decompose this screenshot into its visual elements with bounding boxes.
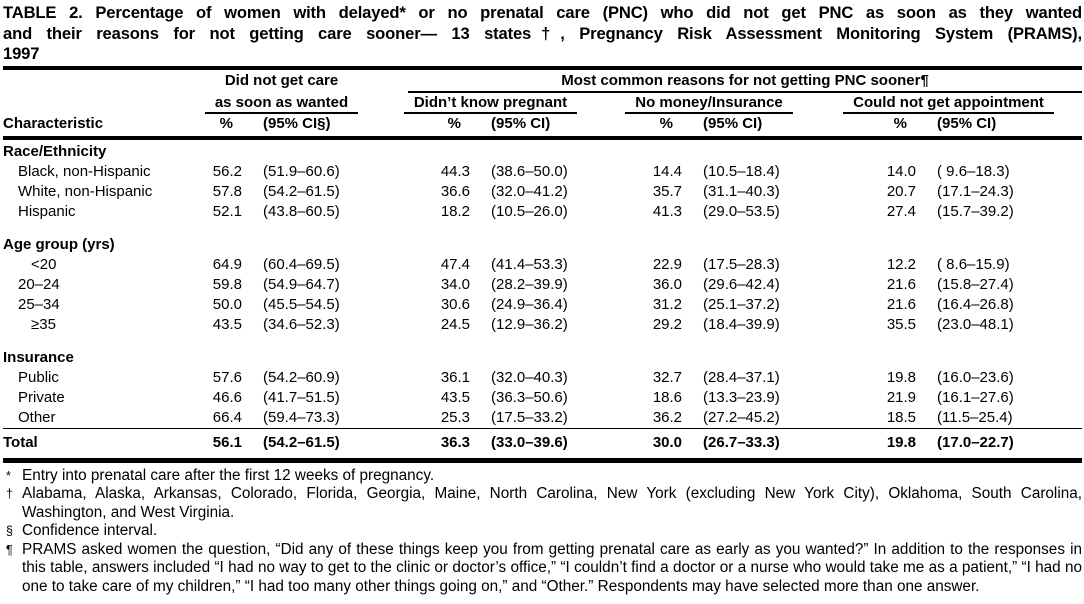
row-label: ≥35 [31,315,56,333]
value-cell: (45.5–54.5) [263,295,340,313]
value-cell: (27.2–45.2) [703,408,780,426]
col-header-percent-1: % [185,114,245,138]
row-label: 25–34 [18,295,60,313]
spacer-row [3,222,1082,233]
no-money-insurance-label: No money/Insurance [625,93,793,114]
table-row-white-non-hispanic [3,182,1082,202]
col-header-ci-3: (95% CI) [685,114,815,138]
reasons-spanner-label: Most common reasons for not getting PNC sooner¶ [408,72,1082,93]
value-cell: (16.1–27.6) [937,388,1014,406]
value-cell: (24.9–36.4) [491,295,568,313]
spacer-row [3,335,1082,346]
value-cell: 64.9 [212,255,242,273]
value-cell: (17.5–33.2) [491,408,568,426]
col-header-percent-2: % [378,114,473,138]
table-row-age-35-plus [3,315,1082,335]
value-cell: 24.5 [440,315,471,333]
value-cell: 52.1 [212,202,242,220]
value-cell: (54.2–61.5) [245,428,378,460]
footnote-marker: ¶ [6,542,13,557]
value-cell: 43.5 [440,388,471,406]
table-row-age-20-24 [3,275,1082,295]
row-label: <20 [31,255,57,273]
value-cell: 59.8 [212,275,242,293]
value-cell: 18.2 [440,202,471,220]
value-cell: 43.5 [212,315,242,333]
col-header-percent-4: % [815,114,919,138]
value-cell: 18.5 [886,408,917,426]
value-cell: (18.4–39.9) [703,315,780,333]
footnote-section [3,522,1082,541]
col-header-ci-4: (95% CI) [919,114,1082,138]
value-cell: (36.3–50.6) [491,388,568,406]
table-row-hispanic [3,202,1082,222]
value-cell: (26.7–33.3) [685,428,815,460]
row-label: Other [18,408,56,426]
value-cell: 12.2 [886,255,917,273]
value-cell: (34.6–52.3) [263,315,340,333]
value-cell: 35.5 [886,315,917,333]
value-cell: (15.7–39.2) [937,202,1014,220]
value-cell: (23.0–48.1) [937,315,1014,333]
footnote-pilcrow [3,541,1082,597]
value-cell: (17.5–28.3) [703,255,780,273]
table-row-age-25-34 [3,295,1082,315]
row-label: Total [3,428,185,460]
value-cell: 41.3 [652,202,683,220]
table-title-line-3: 1997 [3,44,40,63]
value-cell: (10.5–26.0) [491,202,568,220]
value-cell: 30.0 [603,428,685,460]
col-header-ci-1: (95% CI§) [245,114,378,138]
value-cell: 46.6 [212,388,242,406]
value-cell: 14.0 [886,162,917,180]
value-cell: (59.4–73.3) [263,408,340,426]
value-cell: (60.4–69.5) [263,255,340,273]
section-race-ethnicity [3,138,1082,162]
footnote-text: Alabama, Alaska, Arkansas, Colorado, Florida, Georgia, Maine, North Carolina, New York (excluding New York City), Oklahoma, South Carolina, Washington, and West Virginia. [22,485,1082,521]
value-cell: (16.0–23.6) [937,368,1014,386]
value-cell: 50.0 [212,295,242,313]
value-cell: (29.6–42.4) [703,275,780,293]
value-cell: 36.3 [378,428,473,460]
value-cell: 25.3 [440,408,471,426]
prams-data-table [3,70,1082,463]
could-not-get-appointment-label: Could not get appointment [843,93,1054,114]
row-label: 20–24 [18,275,60,293]
table-row-total [3,428,1082,460]
table-row-public [3,368,1082,388]
col-header-percent-3: % [603,114,685,138]
value-cell: 57.6 [212,368,242,386]
section-insurance [3,346,1082,368]
value-cell: (41.4–53.3) [491,255,568,273]
value-cell: 66.4 [212,408,242,426]
value-cell: 34.0 [440,275,471,293]
row-label: Public [18,368,59,386]
table-title-line-1: TABLE 2. Percentage of women with delayed* or no prenatal care (PNC) who did not get PNC as soon as they wanted [3,3,1082,22]
value-cell: ( 9.6–18.3) [937,162,1010,180]
value-cell: (11.5–25.4) [937,408,1013,426]
value-cell: 56.2 [212,162,242,180]
value-cell: (41.7–51.5) [263,388,340,406]
footnote-text: Confidence interval. [22,522,158,539]
value-cell: (29.0–53.5) [703,202,780,220]
col-group-did-not-get-care-line1: Did not get care [224,71,339,89]
value-cell: (54.2–60.9) [263,368,340,386]
value-cell: (54.2–61.5) [263,182,340,200]
value-cell: (12.9–36.2) [491,315,568,333]
value-cell: 21.9 [886,388,917,406]
value-cell: (43.8–60.5) [263,202,340,220]
value-cell: 21.6 [886,275,917,293]
footnote-text: Entry into prenatal care after the first 12 weeks of pregnancy. [22,466,435,484]
value-cell: 32.7 [652,368,683,386]
value-cell: 31.2 [652,295,683,313]
col-header-ci-2: (95% CI) [473,114,603,138]
value-cell: 36.6 [440,182,471,200]
value-cell: 29.2 [652,315,683,333]
table-row-age-under-20 [3,255,1082,275]
footnote-marker: § [6,524,13,538]
value-cell: 14.4 [652,162,683,180]
value-cell: (17.1–24.3) [937,182,1014,200]
table-row-private [3,388,1082,408]
row-label: White, non-Hispanic [18,182,153,200]
col-group-reasons-spanner [378,70,1082,93]
header-spacer [3,93,185,114]
col-group-no-money-insurance [603,93,815,114]
footnote-dagger [3,485,1082,522]
col-header-characteristic: Characteristic [3,114,185,138]
value-cell: 20.7 [886,182,917,200]
value-cell: (32.0–40.3) [491,368,568,386]
col-group-did-not-get-care-line2 [185,93,378,114]
footnote-marker: † [6,487,13,501]
table-title-line-2: and their reasons for not getting care sooner— 13 states†, Pregnancy Risk Assessment Monitoring System (PRAMS), [3,23,1082,43]
row-label: Black, non-Hispanic [18,162,151,180]
value-cell: (28.2–39.9) [491,275,568,293]
value-cell: 35.7 [652,182,683,200]
col-group-didnt-know-pregnant [378,93,603,114]
value-cell: 56.1 [185,428,245,460]
value-cell: 22.9 [652,255,683,273]
care-group-label: as soon as wanted [205,93,358,114]
header-spacer [3,70,185,93]
value-cell: 44.3 [440,162,471,180]
value-cell: (16.4–26.8) [937,295,1014,313]
value-cell: (15.8–27.4) [937,275,1014,293]
value-cell: (38.6–50.0) [491,162,568,180]
value-cell: (31.1–40.3) [703,182,780,200]
value-cell: (10.5–18.4) [703,162,780,180]
value-cell: 27.4 [886,202,917,220]
didnt-know-pregnant-label: Didn’t know pregnant [404,93,577,114]
value-cell: (33.0–39.6) [473,428,603,460]
value-cell: 57.8 [212,182,242,200]
row-label: Private [18,388,65,406]
section-label: Insurance [3,348,74,366]
value-cell: 18.6 [652,388,683,406]
footnotes [3,467,1082,597]
value-cell: 21.6 [886,295,917,313]
footnote-marker: * [6,468,11,483]
value-cell: 36.2 [652,408,683,426]
value-cell: 36.0 [652,275,683,293]
value-cell: 19.8 [815,428,919,460]
value-cell: (17.0–22.7) [919,428,1082,460]
value-cell: ( 8.6–15.9) [937,255,1010,273]
col-group-could-not-get-appointment [815,93,1082,114]
table-row-other [3,408,1082,429]
value-cell: 19.8 [886,368,917,386]
row-label: Hispanic [18,202,76,220]
value-cell: (13.3–23.9) [703,388,780,406]
value-cell: 47.4 [440,255,471,273]
value-cell: (51.9–60.6) [263,162,340,180]
footnote-asterisk [3,467,1082,486]
value-cell: (32.0–41.2) [491,182,568,200]
value-cell: 30.6 [440,295,471,313]
table-row-black-non-hispanic [3,162,1082,182]
section-label: Age group (yrs) [3,235,115,253]
table-title [3,3,1082,70]
value-cell: (28.4–37.1) [703,368,780,386]
value-cell: (25.1–37.2) [703,295,780,313]
section-age-group [3,233,1082,255]
footnote-text: PRAMS asked women the question, “Did any of these things keep you from getting prenatal care as early as you wanted?” In addition to the responses in this table, answers included “I had no way to get to the clinic or doctor’s office,” “I couldn’t find a doctor or a nurse who would take me as a patient,” “I had no one to take care of my children,” “I had too many other things going on,” and “Other.” Respondents may have selected more than one answer. [22,540,1082,595]
section-label: Race/Ethnicity [3,142,107,160]
value-cell: 36.1 [440,368,471,386]
value-cell: (54.9–64.7) [263,275,340,293]
